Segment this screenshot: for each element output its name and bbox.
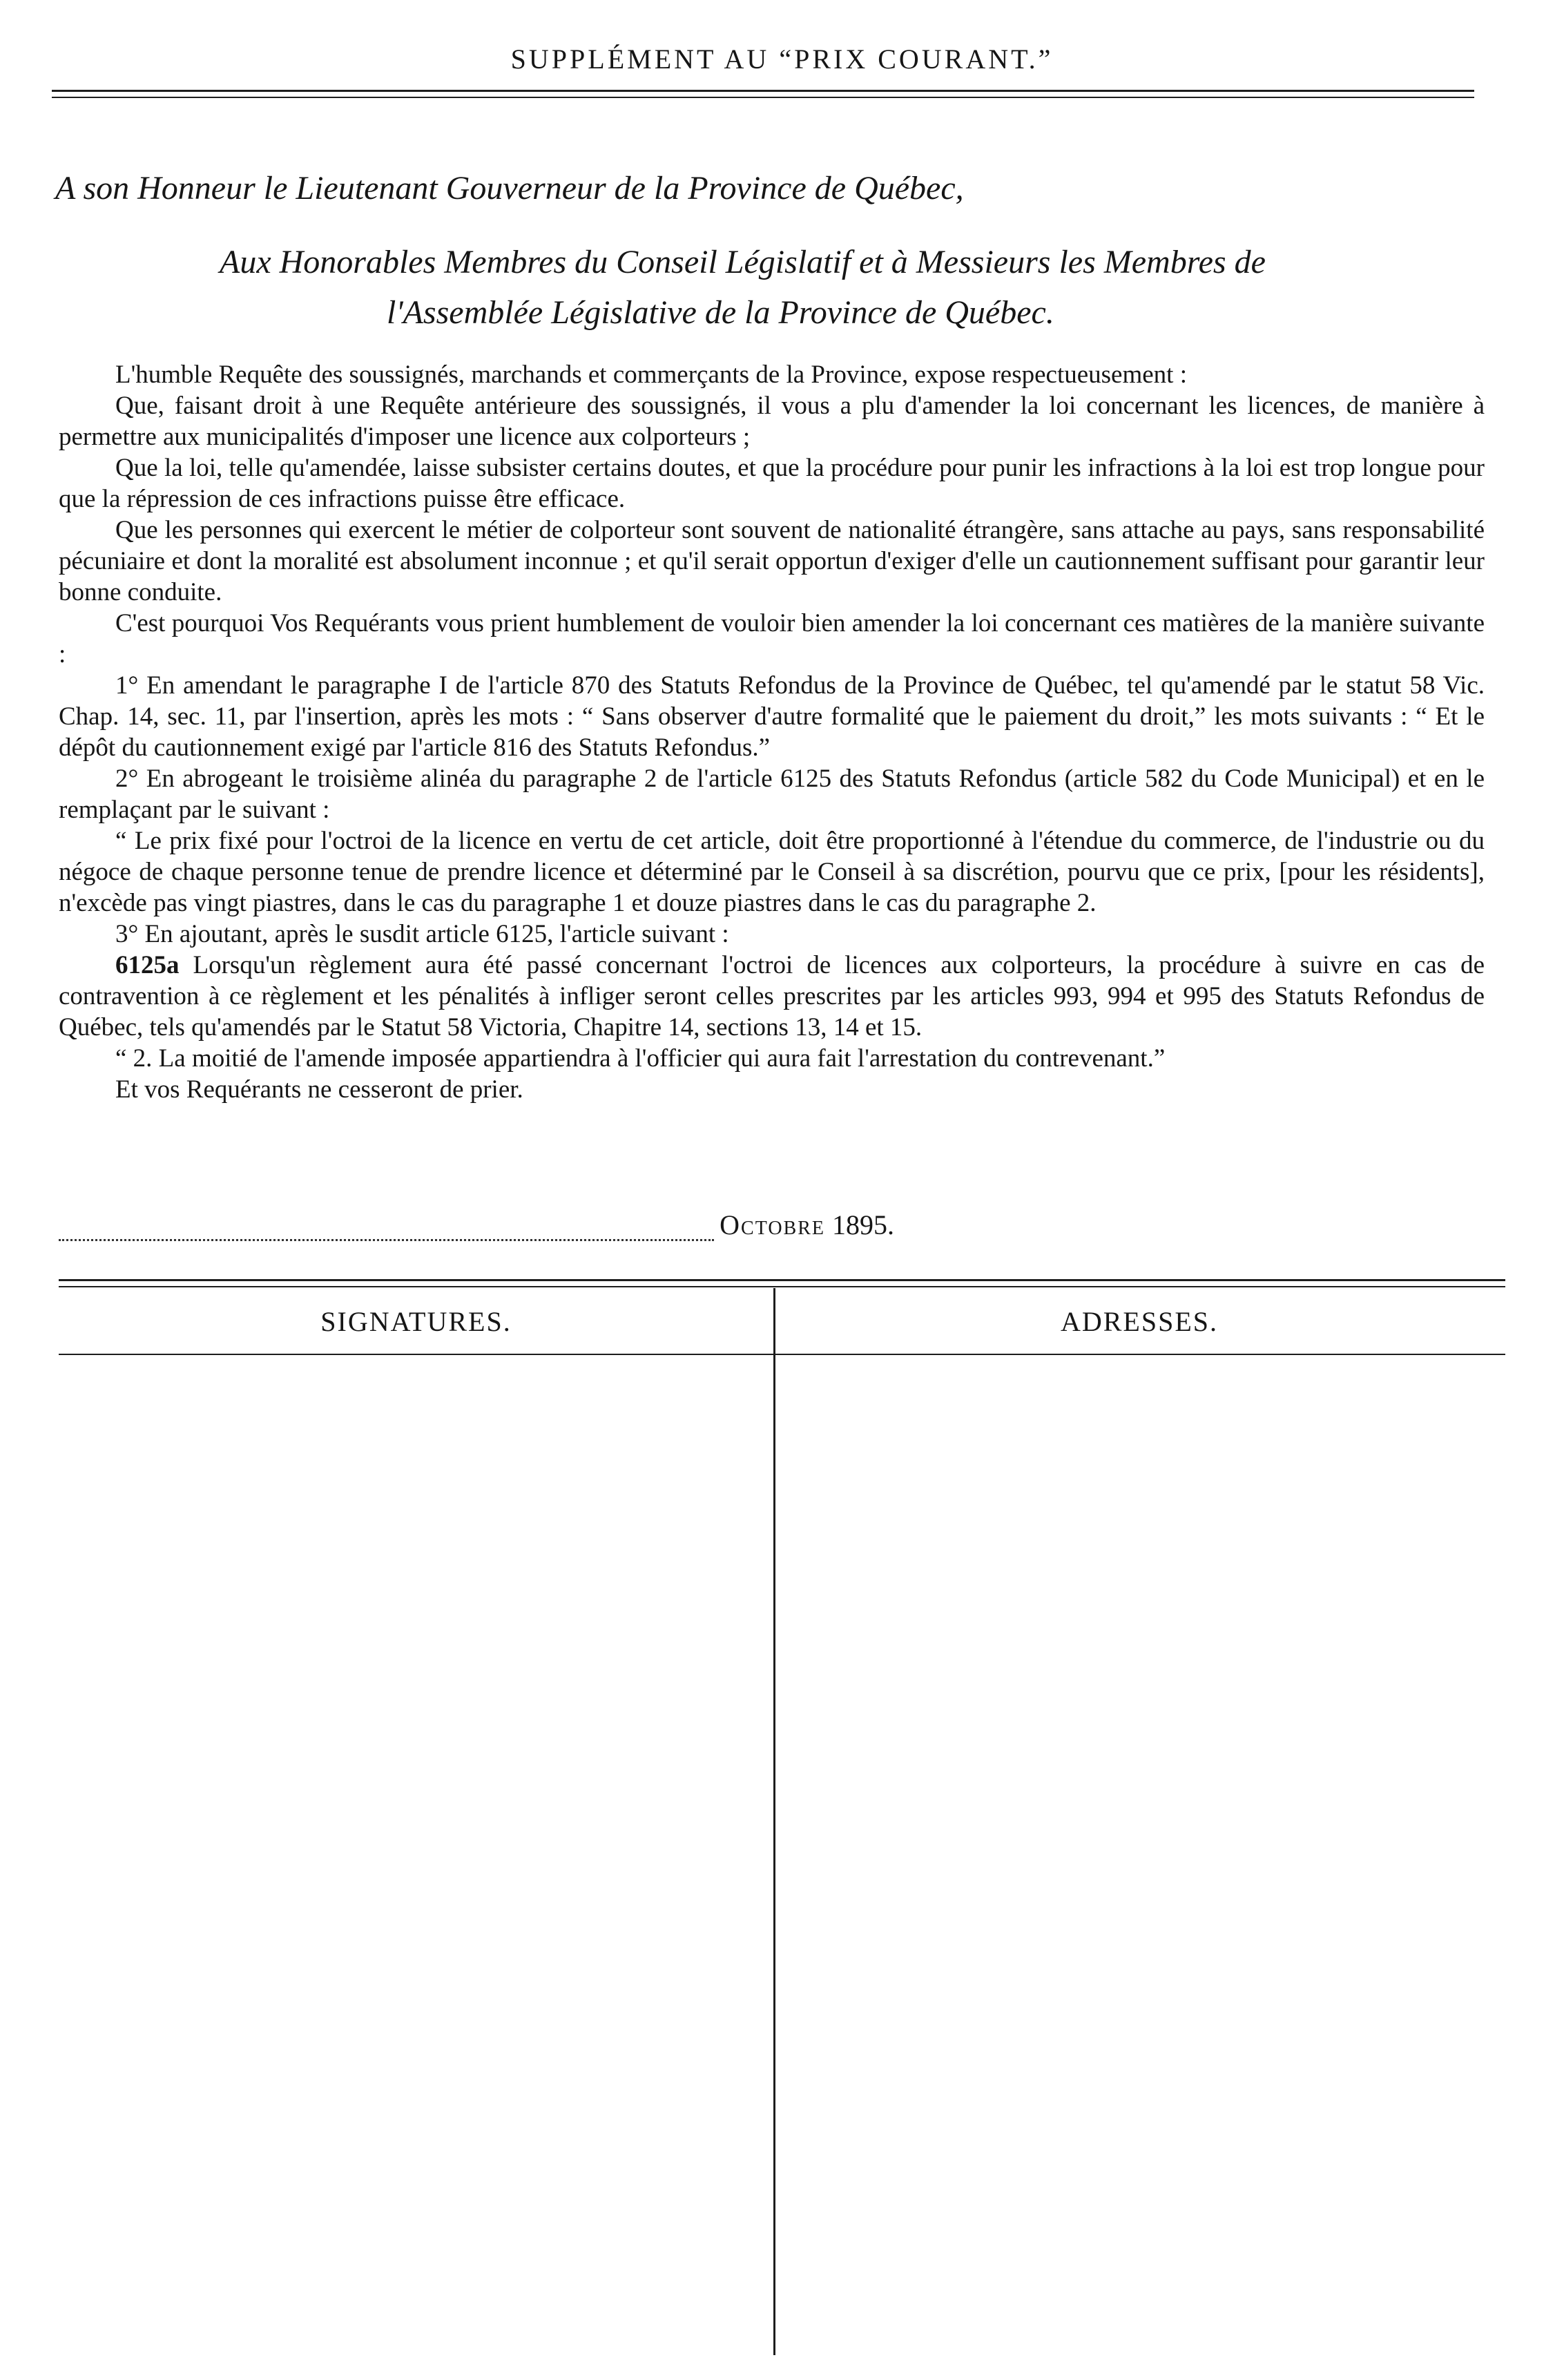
table-header-rule bbox=[59, 1354, 1505, 1355]
header-rule-top bbox=[52, 90, 1474, 92]
paragraph-amendment-2: 2° En abrogeant le troisième alinéa du paragraphe 2 de l'article 6125 des Statuts Refondus (article 582 du Code Municipal) et en le remplaçant par le suivant : bbox=[59, 765, 1485, 824]
date-year: 1895. bbox=[832, 1209, 894, 1240]
paragraph-quoted-text: “ Le prix fixé pour l'octroi de la licence en vertu de cet article, doit être proportionné à l'étendue du commerce, de l'industrie ou du négoce de chaque personne tenue de prendre licence et déterminé par le Conseil à sa discrétion, pourvu que ce prix, [pour les résidents], n'excède pas vingt piastres, dans le cas du paragraphe 1 et douze piastres dans le cas du paragraphe 2. bbox=[59, 827, 1485, 917]
column-header-adresses: ADRESSES. bbox=[1060, 1306, 1219, 1337]
paragraph-peddlers: Que les personnes qui exercent le métier de colporteur sont souvent de nationalité étrangère, sans attache au pays, sans responsabilité pécuniaire et dont la moralité est absolument inconnue ; et qu'il serait opportun d'exiger d'elle un cautionnement suffisant pour garantir leur bonne conduite. bbox=[59, 516, 1485, 606]
column-divider bbox=[773, 1288, 775, 2355]
address-line-2: Aux Honorables Membres du Conseil Législatif et à Messieurs les Membres de bbox=[220, 244, 1266, 280]
petition-body bbox=[59, 359, 1485, 1105]
address-line-1: A son Honneur le Lieutenant Gouverneur de la Province de Québec, bbox=[55, 170, 964, 207]
column-header-signatures: SIGNATURES. bbox=[320, 1306, 512, 1337]
paragraph-law-doubts: Que la loi, telle qu'amendée, laisse subsister certains doutes, et que la procédure pour punir les infractions à la loi est trop longue pour que la répression de ces infractions puisse être efficace. bbox=[59, 454, 1485, 513]
article-text: Lorsqu'un règlement aura été passé concernant l'octroi de licences aux colporteurs, la procédure à suivre en cas de contravention à ce règlement et les pénalités à infliger seront celles prescrites par les articles 993, 994 et 995 des Statuts Refondus de Québec, tels qu'amendés par le Statut 58 Victoria, Chapitre 14, sections 13, 14 et 15. bbox=[59, 951, 1485, 1042]
date-line bbox=[59, 1209, 894, 1241]
table-rule-top-2 bbox=[59, 1286, 1505, 1287]
paragraph-amendment-1: 1° En amendant le paragraphe I de l'article 870 des Statuts Refondus de la Province de Québec, tel qu'amendé par le statut 58 Vic. Chap. 14, sec. 11, par l'insertion, après les mots : “ Sans observer d'autre formalité que le paiement du droit,” les mots suivants : “ Et le dépôt du cautionnement exigé par l'article 816 des Statuts Refondus.” bbox=[59, 671, 1485, 762]
paragraph-closing: Et vos Requérants ne cesseront de prier. bbox=[115, 1075, 523, 1104]
paragraph-article-6125a bbox=[59, 950, 1485, 1043]
date-blank-field bbox=[59, 1216, 714, 1241]
paragraph-fine-half: “ 2. La moitié de l'amende imposée appartiendra à l'officier qui aura fait l'arrestation du contrevenant.” bbox=[115, 1044, 1166, 1073]
header-rule-bottom bbox=[52, 97, 1474, 98]
paragraph-prior-request: Que, faisant droit à une Requête antérieure des soussignés, il vous a plu d'amender la loi concernant les licences, de manière à permettre aux municipalités d'imposer une licence aux colporteurs ; bbox=[59, 392, 1485, 451]
table-rule-top-1 bbox=[59, 1279, 1505, 1281]
paragraph-request: C'est pourquoi Vos Requérants vous prient humblement de vouloir bien amender la loi concernant ces matières de la manière suivante : bbox=[59, 609, 1485, 669]
paragraph-preamble: L'humble Requête des soussignés, marchands et commerçants de la Province, expose respectueusement : bbox=[115, 361, 1187, 389]
address-line-3: l'Assemblée Législative de la Province de Québec. bbox=[387, 294, 1054, 331]
article-number: 6125a bbox=[115, 951, 180, 979]
paragraph-amendment-3: 3° En ajoutant, après le susdit article 6125, l'article suivant : bbox=[115, 920, 729, 948]
page-header-title: SUPPLÉMENT AU “PRIX COURANT.” bbox=[510, 44, 1054, 75]
date-month: Octobre bbox=[720, 1209, 825, 1240]
